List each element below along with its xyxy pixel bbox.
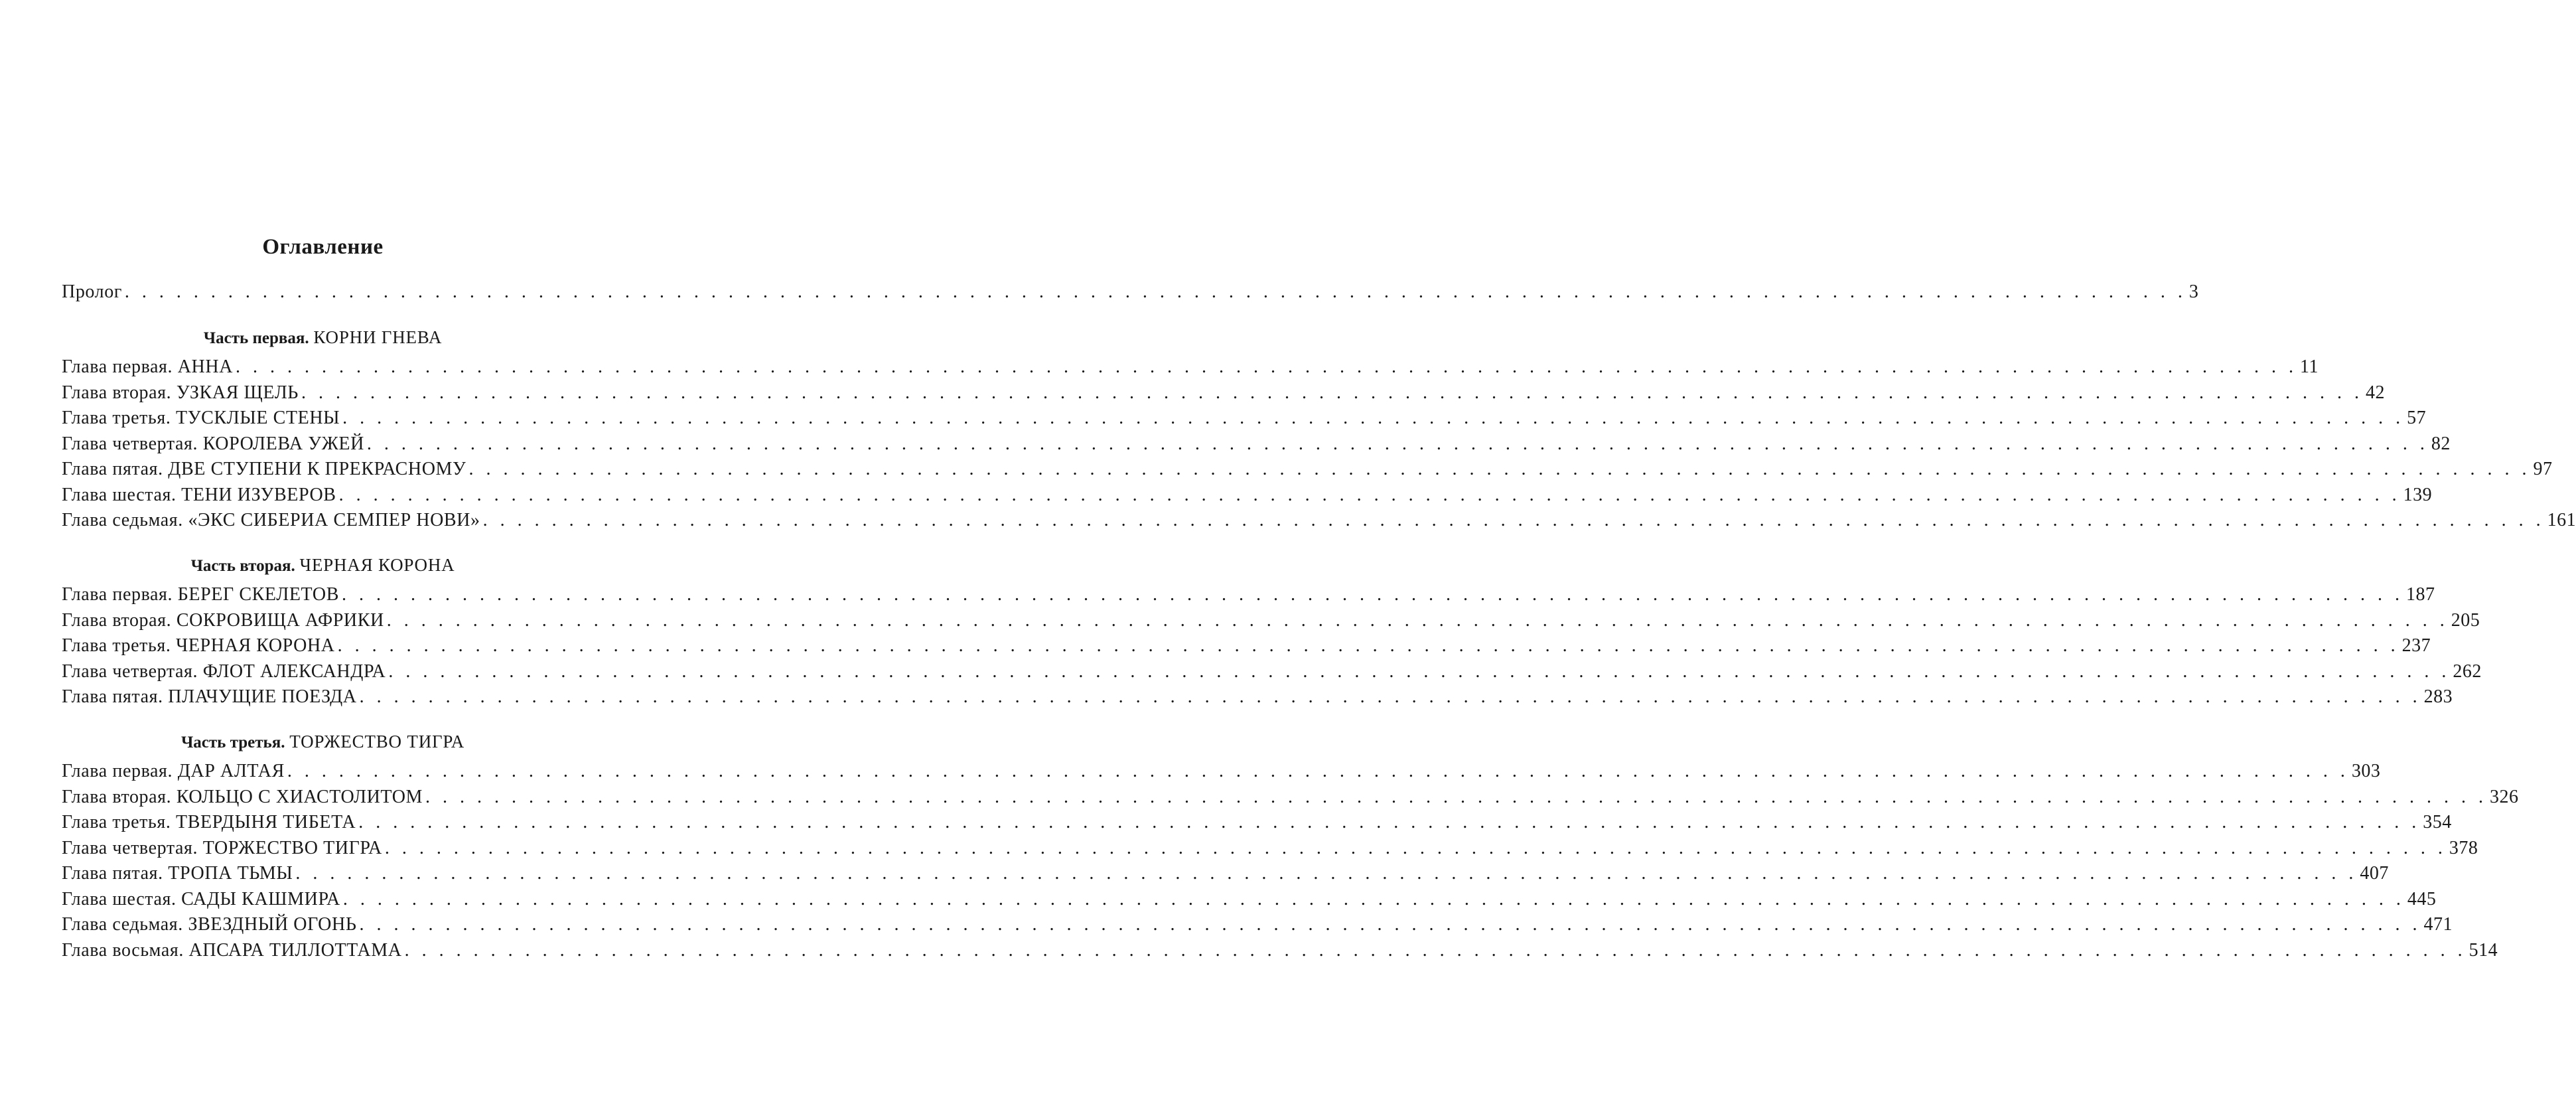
toc-entry[interactable] — [62, 633, 2431, 659]
part-name: ЧЕРНАЯ КОРОНА — [299, 555, 455, 575]
page-number: 378 — [2449, 838, 2478, 858]
part-label: Часть первая. — [203, 329, 309, 347]
entry-title: Глава седьмая. «ЭКС СИБЕРИА СЕМПЕР НОВИ» — [62, 510, 480, 530]
entry-title: Глава первая. ДАР АЛТАЯ — [62, 761, 285, 781]
entry-title: Глава четвертая. ТОРЖЕСТВО ТИГРА — [62, 838, 382, 858]
page-number: 471 — [2423, 914, 2453, 935]
toc-entry[interactable] — [62, 431, 2451, 457]
page-number: 262 — [2453, 661, 2482, 682]
toc-entry[interactable] — [62, 785, 2519, 810]
entry-title: Глава шестая. ТЕНИ ИЗУВЕРОВ — [62, 485, 336, 505]
dot-leader: . . . . . . . . . . . . . . . . . . . . . . . . . . . . . . . . . . . . . . . . . . . . . . . . . . . . . . . . . . . . . . . . . . . . . . . . . . . . . . . . . . . . . . . . . . . . . . . . . . . . . . . . . . . . . . . . . . . . . . . . — [388, 661, 2451, 682]
dot-leader: . . . . . . . . . . . . . . . . . . . . . . . . . . . . . . . . . . . . . . . . . . . . . . . . . . . . . . . . . . . . . . . . . . . . . . . . . . . . . . . . . . . . . . . . . . . . . . . . . . . . . . . . . . . . . . . . . . . . . . . . — [359, 686, 2421, 707]
page-title: Оглавление — [262, 235, 384, 259]
part-label: Часть вторая. — [190, 557, 295, 575]
page-number: 57 — [2407, 408, 2427, 428]
page-number: 283 — [2423, 686, 2453, 707]
page-number: 237 — [2401, 635, 2431, 656]
entry-title: Глава третья. ТВЕРДЫНЯ ТИБЕТА — [62, 812, 356, 832]
dot-leader: . . . . . . . . . . . . . . . . . . . . . . . . . . . . . . . . . . . . . . . . . . . . . . . . . . . . . . . . . . . . . . . . . . . . . . . . . . . . . . . . . . . . . . . . . . . . . . . . . . . . . . . . . . . . . . . . . . . . . . . . — [236, 356, 2298, 377]
entry-title: Глава третья. ТУСКЛЫЕ СТЕНЫ — [62, 408, 340, 428]
page-number: 514 — [2469, 940, 2498, 961]
dot-leader: . . . . . . . . . . . . . . . . . . . . . . . . . . . . . . . . . . . . . . . . . . . . . . . . . . . . . . . . . . . . . . . . . . . . . . . . . . . . . . . . . . . . . . . . . . . . . . . . . . . . . . . . . . . . . . . . . . . . . . . . — [404, 940, 2467, 961]
entry-title: Глава четвертая. ФЛОТ АЛЕКСАНДРА — [62, 661, 386, 682]
entry-title: Глава вторая. СОКРОВИЩА АФРИКИ — [62, 610, 384, 631]
dot-leader: . . . . . . . . . . . . . . . . . . . . . . . . . . . . . . . . . . . . . . . . . . . . . . . . . . . . . . . . . . . . . . . . . . . . . . . . . . . . . . . . . . . . . . . . . . . . . . . . . . . . . . . . . . . . . . . . . . . . . . . . — [287, 761, 2349, 781]
dot-leader: . . . . . . . . . . . . . . . . . . . . . . . . . . . . . . . . . . . . . . . . . . . . . . . . . . . . . . . . . . . . . . . . . . . . . . . . . . . . . . . . . . . . . . . . . . . . . . . . . . . . . . . . . . . . . . . . . . . . . . . . — [124, 281, 2186, 302]
toc-entry[interactable] — [62, 582, 2435, 607]
dot-leader: . . . . . . . . . . . . . . . . . . . . . . . . . . . . . . . . . . . . . . . . . . . . . . . . . . . . . . . . . . . . . . . . . . . . . . . . . . . . . . . . . . . . . . . . . . . . . . . . . . . . . . . . . . . . . . . . . . . . . . . . — [337, 635, 2399, 656]
page-number: 354 — [2423, 812, 2452, 832]
entry-title: Глава вторая. УЗКАЯ ЩЕЛЬ — [62, 382, 299, 403]
dot-leader: . . . . . . . . . . . . . . . . . . . . . . . . . . . . . . . . . . . . . . . . . . . . . . . . . . . . . . . . . . . . . . . . . . . . . . . . . . . . . . . . . . . . . . . . . . . . . . . . . . . . . . . . . . . . . . . . . . . . . . . . — [482, 510, 2545, 530]
toc-entry[interactable] — [62, 684, 2453, 710]
toc-entry[interactable] — [62, 938, 2498, 963]
toc-entry[interactable] — [62, 508, 2576, 533]
toc-entry[interactable] — [62, 861, 2389, 886]
entry-title: Глава седьмая. ЗВЕЗДНЫЙ ОГОНЬ — [62, 914, 357, 935]
toc-entry-prologue[interactable] — [62, 279, 2199, 305]
toc-entry[interactable] — [62, 457, 2553, 482]
entry-title: Глава первая. АННА — [62, 356, 234, 377]
toc-entry[interactable] — [62, 836, 2478, 861]
dot-leader: . . . . . . . . . . . . . . . . . . . . . . . . . . . . . . . . . . . . . . . . . . . . . . . . . . . . . . . . . . . . . . . . . . . . . . . . . . . . . . . . . . . . . . . . . . . . . . . . . . . . . . . . . . . . . . . . . . . . . . . . — [386, 610, 2449, 631]
page-number: 445 — [2407, 889, 2437, 909]
page-number: 42 — [2365, 382, 2385, 403]
dot-leader: . . . . . . . . . . . . . . . . . . . . . . . . . . . . . . . . . . . . . . . . . . . . . . . . . . . . . . . . . . . . . . . . . . . . . . . . . . . . . . . . . . . . . . . . . . . . . . . . . . . . . . . . . . . . . . . . . . . . . . . . — [342, 408, 2405, 428]
page-number: 139 — [2403, 485, 2433, 505]
toc-entry[interactable] — [62, 483, 2433, 508]
entry-title: Глава четвертая. КОРОЛЕВА УЖЕЙ — [62, 433, 364, 454]
toc-entry[interactable] — [62, 354, 2319, 380]
dot-leader: . . . . . . . . . . . . . . . . . . . . . . . . . . . . . . . . . . . . . . . . . . . . . . . . . . . . . . . . . . . . . . . . . . . . . . . . . . . . . . . . . . . . . . . . . . . . . . . . . . . . . . . . . . . . . . . . . . . . . . . . — [338, 485, 2401, 505]
entry-title: Пролог — [62, 281, 122, 302]
part-name: КОРНИ ГНЕВА — [313, 327, 443, 347]
page-number: 205 — [2451, 610, 2480, 631]
toc-entry[interactable] — [62, 810, 2452, 835]
dot-leader: . . . . . . . . . . . . . . . . . . . . . . . . . . . . . . . . . . . . . . . . . . . . . . . . . . . . . . . . . . . . . . . . . . . . . . . . . . . . . . . . . . . . . . . . . . . . . . . . . . . . . . . . . . . . . . . . . . . . . . . . — [295, 863, 2358, 884]
entry-title: Глава первая. БЕРЕГ СКЕЛЕТОВ — [62, 584, 339, 605]
part-label: Часть третья. — [180, 734, 285, 751]
entry-title: Глава вторая. КОЛЬЦО С ХИАСТОЛИТОМ — [62, 787, 423, 807]
toc-entry[interactable] — [62, 380, 2385, 406]
toc-entry[interactable] — [62, 759, 2381, 784]
page-number: 326 — [2490, 787, 2519, 807]
page-number: 161 — [2547, 510, 2576, 530]
page-number: 407 — [2360, 863, 2389, 884]
page-number: 11 — [2300, 356, 2319, 377]
page-number: 303 — [2351, 761, 2381, 781]
page-number: 187 — [2406, 584, 2435, 605]
page-number: 97 — [2533, 459, 2553, 479]
toc-entry[interactable] — [62, 659, 2482, 684]
entry-title: Глава восьмая. АПСАРА ТИЛЛОТТАМА — [62, 940, 402, 961]
entry-title: Глава третья. ЧЕРНАЯ КОРОНА — [62, 635, 335, 656]
entry-title: Глава пятая. ДВЕ СТУПЕНИ К ПРЕКРАСНОМУ — [62, 459, 466, 479]
dot-leader: . . . . . . . . . . . . . . . . . . . . . . . . . . . . . . . . . . . . . . . . . . . . . . . . . . . . . . . . . . . . . . . . . . . . . . . . . . . . . . . . . . . . . . . . . . . . . . . . . . . . . . . . . . . . . . . . . . . . . . . . — [342, 889, 2405, 909]
page-number: 3 — [2188, 281, 2199, 302]
toc-entry[interactable] — [62, 887, 2437, 912]
page-number: 82 — [2431, 433, 2451, 454]
part-name: ТОРЖЕСТВО ТИГРА — [289, 732, 465, 751]
dot-leader: . . . . . . . . . . . . . . . . . . . . . . . . . . . . . . . . . . . . . . . . . . . . . . . . . . . . . . . . . . . . . . . . . . . . . . . . . . . . . . . . . . . . . . . . . . . . . . . . . . . . . . . . . . . . . . . . . . . . . . . . — [359, 914, 2421, 935]
dot-leader: . . . . . . . . . . . . . . . . . . . . . . . . . . . . . . . . . . . . . . . . . . . . . . . . . . . . . . . . . . . . . . . . . . . . . . . . . . . . . . . . . . . . . . . . . . . . . . . . . . . . . . . . . . . . . . . . . . . . . . . . — [425, 787, 2488, 807]
toc-entry[interactable] — [62, 406, 2427, 431]
dot-leader: . . . . . . . . . . . . . . . . . . . . . . . . . . . . . . . . . . . . . . . . . . . . . . . . . . . . . . . . . . . . . . . . . . . . . . . . . . . . . . . . . . . . . . . . . . . . . . . . . . . . . . . . . . . . . . . . . . . . . . . . — [342, 584, 2403, 605]
dot-leader: . . . . . . . . . . . . . . . . . . . . . . . . . . . . . . . . . . . . . . . . . . . . . . . . . . . . . . . . . . . . . . . . . . . . . . . . . . . . . . . . . . . . . . . . . . . . . . . . . . . . . . . . . . . . . . . . . . . . . . . . — [366, 433, 2429, 454]
part-heading-1 — [62, 325, 584, 351]
entry-title: Глава шестая. САДЫ КАШМИРА — [62, 889, 340, 909]
toc-entry[interactable] — [62, 912, 2453, 937]
dot-leader: . . . . . . . . . . . . . . . . . . . . . . . . . . . . . . . . . . . . . . . . . . . . . . . . . . . . . . . . . . . . . . . . . . . . . . . . . . . . . . . . . . . . . . . . . . . . . . . . . . . . . . . . . . . . . . . . . . . . . . . . — [468, 459, 2531, 479]
entry-title: Глава пятая. ТРОПА ТЬМЫ — [62, 863, 293, 884]
part-heading-2 — [62, 553, 584, 578]
dot-leader: . . . . . . . . . . . . . . . . . . . . . . . . . . . . . . . . . . . . . . . . . . . . . . . . . . . . . . . . . . . . . . . . . . . . . . . . . . . . . . . . . . . . . . . . . . . . . . . . . . . . . . . . . . . . . . . . . . . . . . . . — [301, 382, 2363, 403]
entry-title: Глава пятая. ПЛАЧУЩИЕ ПОЕЗДА — [62, 686, 357, 707]
dot-leader: . . . . . . . . . . . . . . . . . . . . . . . . . . . . . . . . . . . . . . . . . . . . . . . . . . . . . . . . . . . . . . . . . . . . . . . . . . . . . . . . . . . . . . . . . . . . . . . . . . . . . . . . . . . . . . . . . . . . . . . . — [358, 812, 2421, 832]
toc-entry[interactable] — [62, 608, 2480, 633]
dot-leader: . . . . . . . . . . . . . . . . . . . . . . . . . . . . . . . . . . . . . . . . . . . . . . . . . . . . . . . . . . . . . . . . . . . . . . . . . . . . . . . . . . . . . . . . . . . . . . . . . . . . . . . . . . . . . . . . . . . . . . . . — [384, 838, 2447, 858]
part-heading-3 — [62, 730, 584, 755]
